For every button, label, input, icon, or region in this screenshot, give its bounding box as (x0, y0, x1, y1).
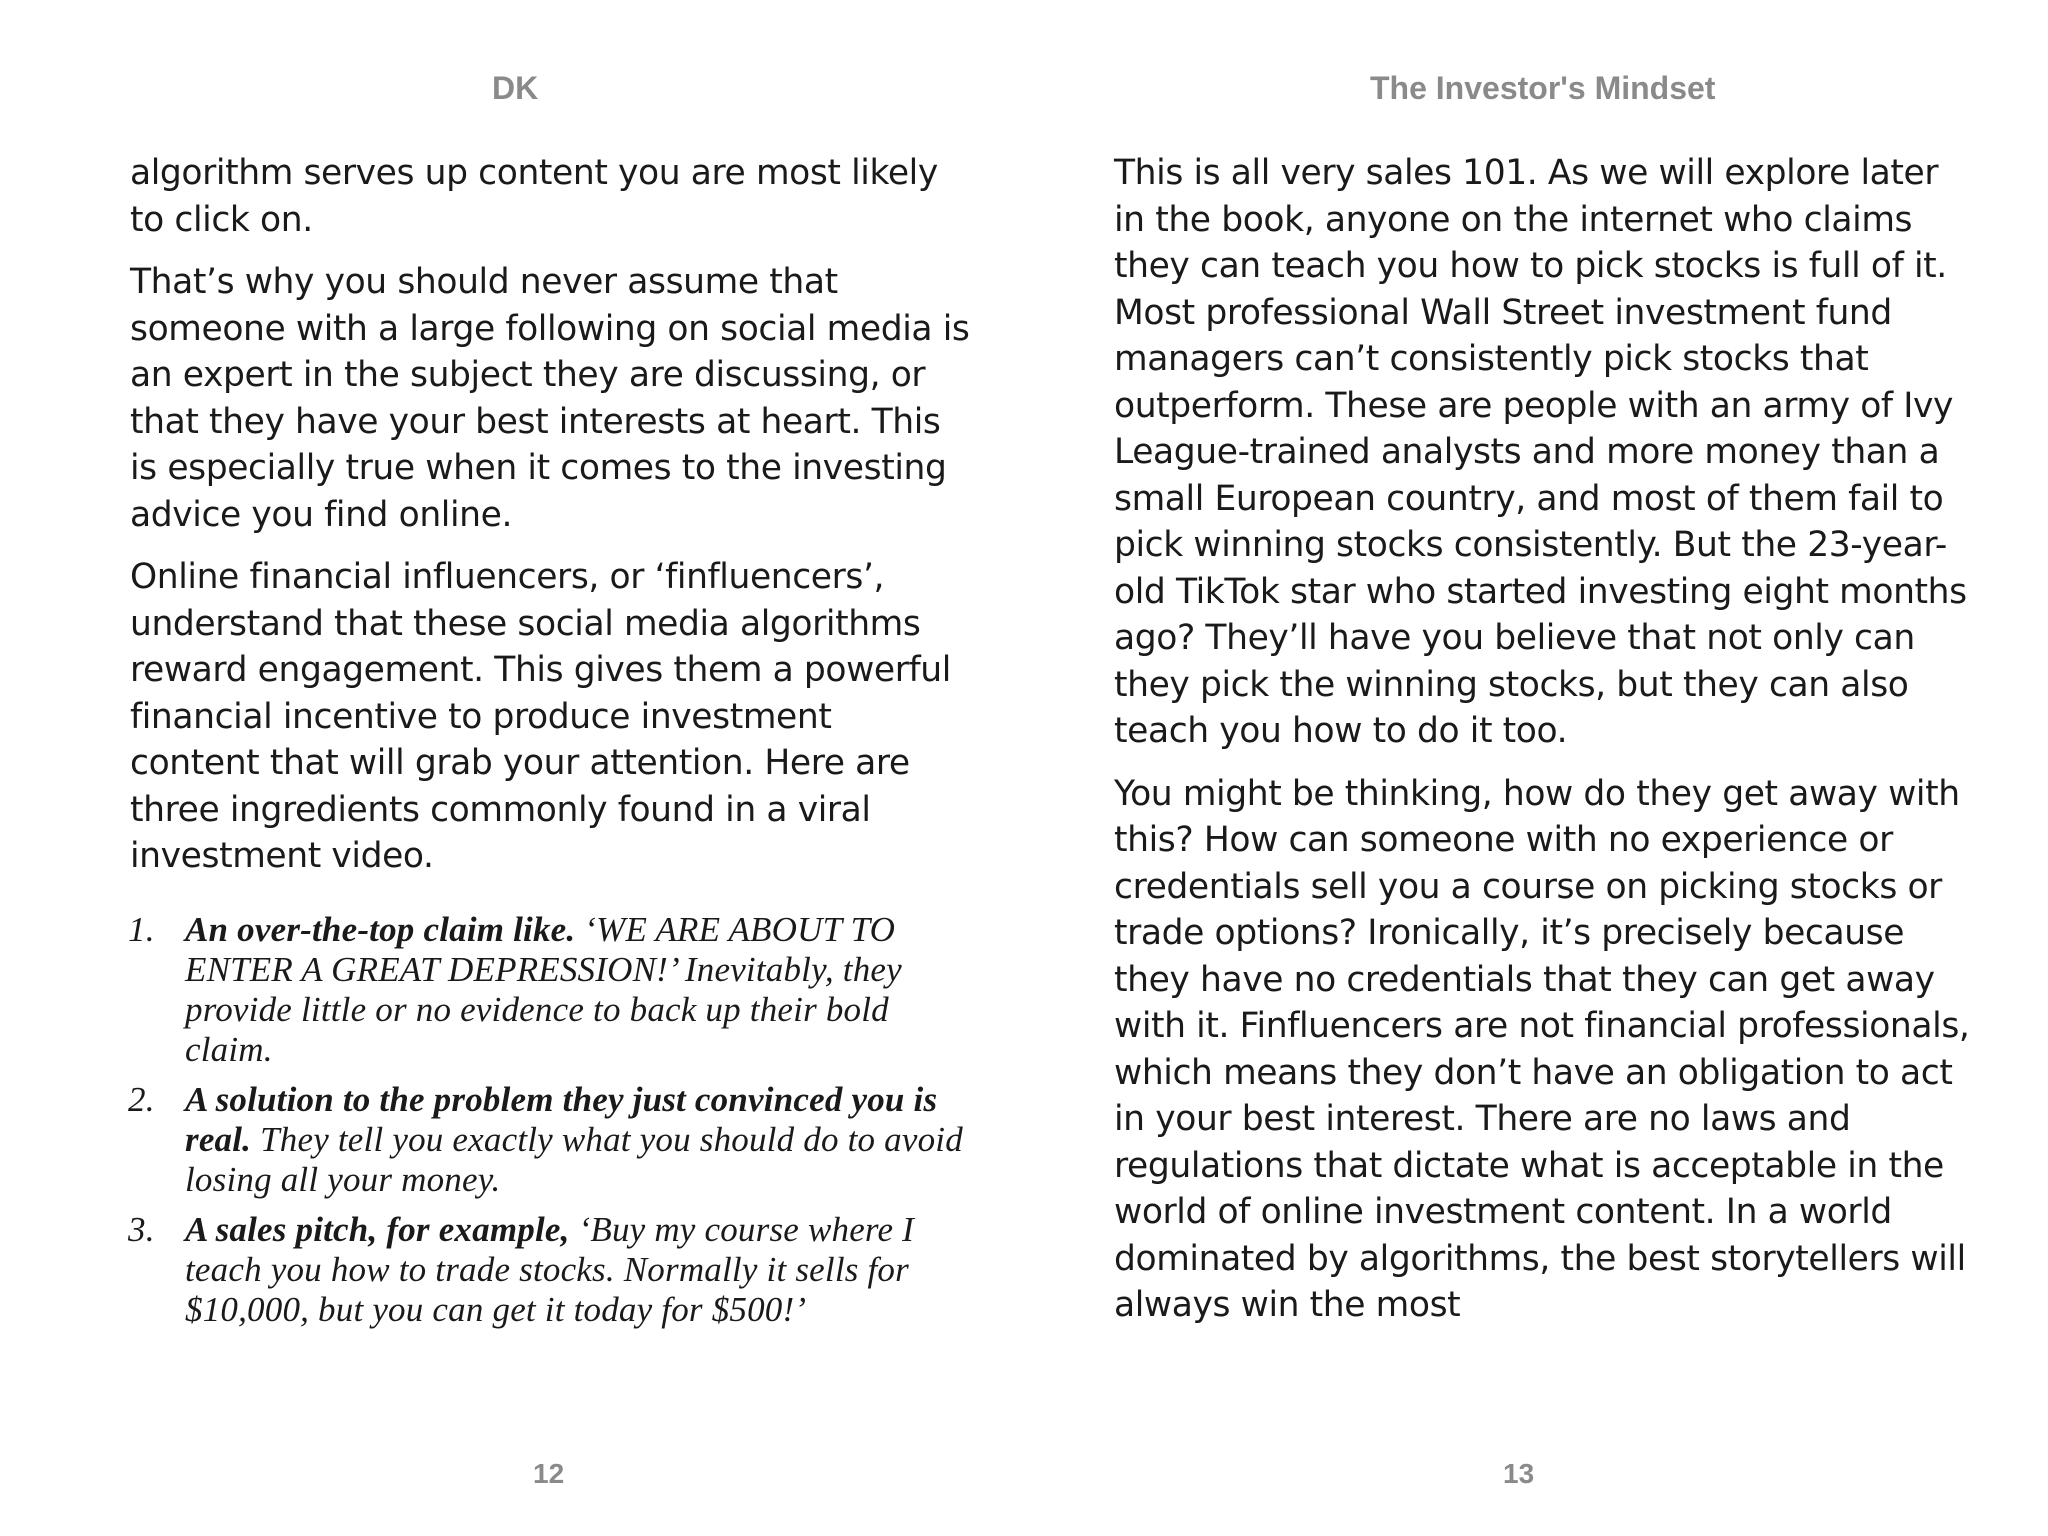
page-number-right: 13 (1503, 1458, 1535, 1489)
list-item-number: 3. (128, 1209, 155, 1249)
list-item-lead: A solution to the problem they just convinced you is real. (185, 1079, 938, 1159)
paragraph: Online financial influencers, or ‘finfluencers’, understand that these social media algorithms reward engagement. This gives them a powerful financial incentive to produce investment content that will grab your attention. Here are three ingredients commonly found in a viral investment video. (130, 557, 951, 876)
page-number-left: 12 (533, 1458, 565, 1489)
running-head-right: The Investor's Mindset (1370, 70, 1716, 106)
paragraph: That’s why you should never assume that someone with a large following on social media is an expert in the subject they are discussing, or that they have your best interests at heart. This is especially true when it comes to the investing advice you find online. (130, 262, 970, 535)
list-item-number: 2. (128, 1079, 155, 1119)
list-item (130, 1210, 970, 1330)
right-page-body (1114, 150, 1974, 1345)
list-item (130, 910, 970, 1070)
list-item (130, 1080, 970, 1200)
running-head-left: DK (492, 70, 539, 106)
paragraph: You might be thinking, how do they get away with this? How can someone with no experience or credentials sell you a course on picking stocks or trade options? Ironically, it’s precisely because they have no credentials that they can get away with it. Finfluencers are not financial professionals, which means they don’t have an obligation to act in your best interest. There are no laws and regulations that dictate what is acceptable in the world of online investment content. In a world dominated by algorithms, the best storytellers will always win the most (1114, 773, 1970, 1325)
viral-ingredients-list (130, 910, 970, 1330)
list-item-number: 1. (128, 909, 155, 949)
list-item-lead: A sales pitch, for example, (185, 1209, 570, 1249)
left-page-body (130, 150, 970, 1340)
list-item-lead: An over-the-top claim like. (185, 909, 576, 949)
right-page (1024, 0, 2048, 1536)
list-item-text: ‘WE ARE ABOUT TO ENTER A GREAT DEPRESSION!’ Inevitably, they provide little or no evidence to back up their bold claim. (185, 909, 902, 1069)
paragraph: algorithm serves up content you are most likely to click on. (130, 153, 938, 240)
list-item-text: ‘Buy my course where I teach you how to trade stocks. Normally it sells for $10,000, but you can get it today for $500!’ (185, 1209, 914, 1329)
list-item-text: They tell you exactly what you should do to avoid losing all your money. (185, 1119, 963, 1199)
paragraph: This is all very sales 101. As we will explore later in the book, anyone on the internet who claims they can teach you how to pick stocks is full of it. Most professional Wall Street investment fund managers can’t consistently pick stocks that outperform. These are people with an army of Ivy League-trained analysts and more money than a small European country, and most of them fail to pick winning stocks consistently. But the 23-year-old TikTok star who started investing eight months ago? They’ll have you believe that not only can they pick the winning stocks, but they can also teach you how to do it too. (1114, 153, 1967, 751)
